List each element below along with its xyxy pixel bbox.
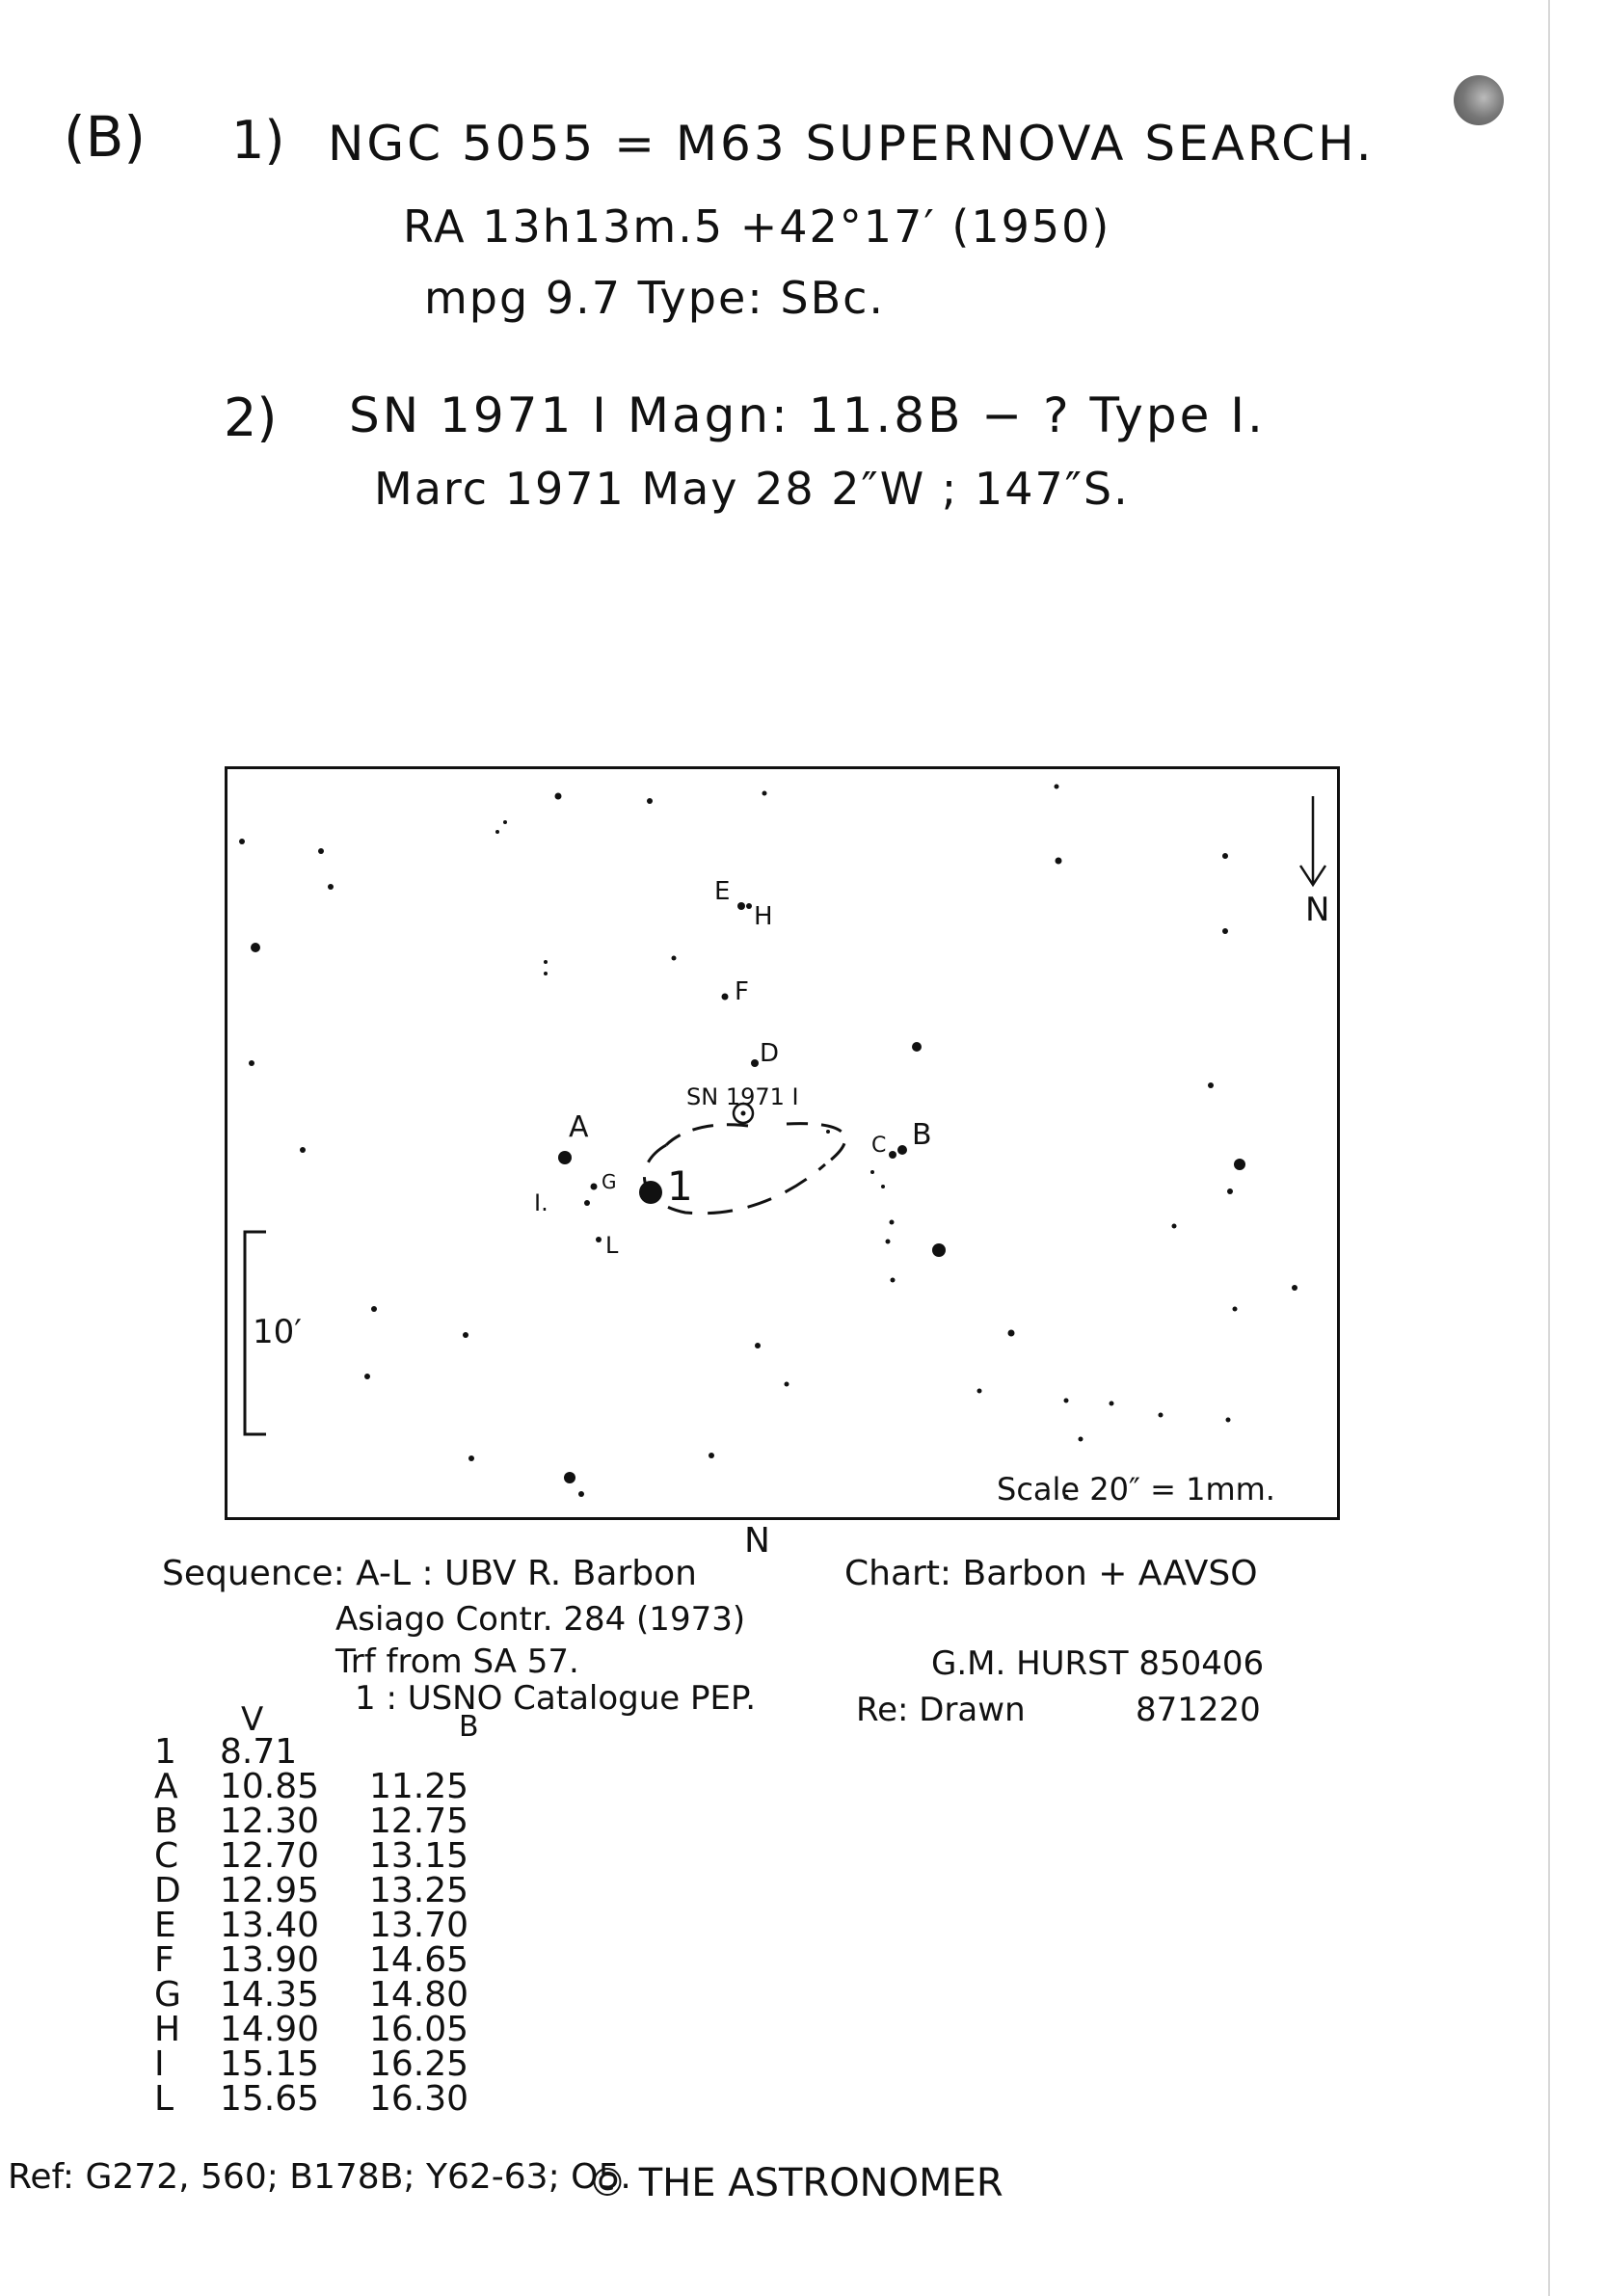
table-row [154,2082,504,2117]
scale-bar-label: 10′ [253,1313,302,1351]
star-b-dot [897,1145,907,1155]
star-a-dot [558,1151,572,1164]
table-row [154,1909,504,1943]
table-row [154,1735,504,1770]
star-g-dot [591,1184,598,1190]
references: Ref: G272, 560; B178B; Y62-63; O5. [8,2157,631,2197]
b-mag-cell: 13.25 [369,1871,469,1910]
item2-title: SN 1971 I Magn: 11.8B − ? Type I. [349,387,1266,443]
table-row [154,2047,504,2082]
field-star [785,1382,789,1387]
item2-detail: Marc 1971 May 28 2″W ; 147″S. [374,463,1130,515]
field-star [709,1453,714,1458]
field-star [826,1130,830,1134]
field-star [1079,1437,1083,1442]
field-star [1110,1402,1114,1406]
star-id-cell: E [154,1906,176,1945]
field-star [1222,853,1228,859]
b-mag-cell: 16.30 [369,2079,469,2119]
star-b-label: B [912,1118,932,1152]
field-star [544,960,548,964]
field-star [239,839,245,844]
field-star [932,1243,946,1257]
v-mag-cell: 8.71 [220,1732,298,1772]
table-row [154,1874,504,1909]
item2-number: 2) [224,387,278,448]
b-mag-cell: 13.70 [369,1906,469,1945]
sequence-line-4: 1 : USNO Catalogue PEP. [355,1679,757,1718]
field-star [463,1332,468,1338]
finder-chart-svg [227,769,1337,1517]
table-row [154,1978,504,2013]
sequence-line-3: Trf from SA 57. [335,1642,579,1681]
field-star [1226,1418,1231,1423]
star-id-cell: L [154,2079,174,2119]
field-star [886,1240,891,1244]
field-star [890,1220,895,1225]
v-mag-cell: 12.30 [220,1802,320,1841]
star-1-dot [639,1181,662,1204]
field-stars [239,785,1297,1500]
redrawn-label: Re: Drawn [856,1691,1026,1729]
star-h-label: H [754,902,773,931]
field-star [1234,1159,1245,1170]
field-star [468,1455,474,1461]
field-star [647,798,653,804]
field-star [364,1374,370,1379]
table-row [154,1839,504,1874]
section-label: (B) [64,104,147,170]
v-mag-cell: 15.65 [220,2079,320,2119]
star-e-label: E [714,877,731,906]
star-a-label: A [569,1110,589,1144]
star-l-label: L [605,1232,619,1259]
star-i-label: I. [534,1189,548,1216]
b-mag-cell: 16.05 [369,2010,469,2049]
field-star [1172,1224,1177,1229]
field-star [1008,1330,1015,1337]
b-mag-cell: 12.75 [369,1802,469,1841]
star-d-label: D [760,1039,780,1068]
star-e-dot [737,902,745,910]
field-star [578,1491,584,1497]
v-mag-cell: 14.35 [220,1975,320,2015]
chart-credit: Chart: Barbon + AAVSO [844,1554,1258,1593]
star-c-dot [889,1151,896,1159]
field-star [249,1060,254,1066]
table-row [154,1943,504,1978]
field-star [251,943,260,952]
star-l-dot [596,1237,602,1242]
field-star [555,793,562,800]
field-star [318,848,324,854]
star-h-dot [746,903,752,909]
star-f-dot [722,994,729,1001]
sequence-line-2: Asiago Contr. 284 (1973) [335,1600,746,1639]
field-star [1159,1413,1164,1418]
star-g-label: G [602,1170,617,1193]
field-star [564,1472,575,1483]
v-mag-cell: 13.90 [220,1940,320,1980]
field-star [977,1389,982,1394]
field-star [1208,1082,1214,1088]
field-star [1227,1188,1233,1194]
supernova-marker-center [741,1111,746,1116]
field-star [328,884,334,890]
magnitude-type: mpg 9.7 Type: SBc. [424,272,886,324]
star-id-cell: H [154,2010,181,2049]
b-mag-cell: 13.15 [369,1836,469,1876]
b-mag-cell: 14.65 [369,1940,469,1980]
star-c-label: C [871,1134,887,1158]
star-d-dot [751,1059,759,1067]
b-mag-cell: 11.25 [369,1767,469,1806]
column-v-header: V [241,1700,264,1739]
field-star [1055,785,1059,789]
field-star [371,1306,377,1312]
field-star [300,1147,306,1153]
page-edge-rule [1548,0,1550,2296]
field-star [881,1185,885,1188]
star-id-cell: I [154,2044,165,2084]
scale-label: Scale 20″ = 1mm. [997,1471,1275,1508]
magnitude-table-body [154,1732,504,2119]
table-row [154,1804,504,1839]
field-star [503,820,507,824]
north-label-top: N [1305,891,1330,929]
b-mag-cell: 14.80 [369,1975,469,2015]
star-1-label: 1 [667,1162,693,1210]
b-mag-cell: 16.25 [369,2044,469,2084]
field-star [912,1042,922,1052]
star-id-cell: G [154,1975,181,2015]
v-mag-cell: 14.90 [220,2010,320,2049]
star-id-cell: 1 [154,1732,176,1772]
field-star [755,1343,761,1348]
north-label-bottom: N [744,1521,770,1561]
corner-dot [1454,75,1504,125]
table-row [154,2013,504,2047]
star-i-dot [584,1200,590,1206]
field-star [672,956,677,961]
field-star [1064,1399,1069,1403]
field-star [1233,1307,1238,1312]
v-mag-cell: 13.40 [220,1906,320,1945]
column-b-header: B [459,1710,479,1744]
v-mag-cell: 10.85 [220,1767,320,1806]
v-mag-cell: 15.15 [220,2044,320,2084]
copyright: © THE ASTRONOMER [588,2161,1003,2205]
star-id-cell: F [154,1940,174,1980]
field-star [495,830,499,834]
v-mag-cell: 12.70 [220,1836,320,1876]
v-mag-cell: 12.95 [220,1871,320,1910]
table-row [154,1770,504,1804]
supernova-label: SN 1971 I [686,1083,799,1110]
item1-title: NGC 5055 = M63 SUPERNOVA SEARCH. [328,116,1375,172]
finder-chart [225,766,1340,1520]
field-star [891,1278,896,1283]
field-star [544,972,548,975]
star-id-cell: A [154,1767,178,1806]
b-mag-cell [360,1735,504,1770]
star-f-label: F [735,977,749,1006]
field-star [1056,858,1062,865]
star-id-cell: C [154,1836,179,1876]
sequence-line-1: Sequence: A-L : UBV R. Barbon [162,1554,697,1593]
field-star [1222,928,1228,934]
magnitude-table [154,1732,504,2119]
author: G.M. HURST 850406 [931,1644,1265,1683]
field-star [870,1170,874,1174]
galaxy-outline-top-left [666,1125,748,1145]
redrawn-date: 871220 [1136,1691,1261,1729]
coordinates: RA 13h13m.5 +42°17′ (1950) [403,200,1111,253]
field-star [762,791,767,796]
field-star [1292,1285,1297,1291]
item1-number: 1) [231,110,285,171]
star-id-cell: D [154,1871,181,1910]
star-id-cell: B [154,1802,178,1841]
galaxy-outline-top-right [787,1124,845,1164]
